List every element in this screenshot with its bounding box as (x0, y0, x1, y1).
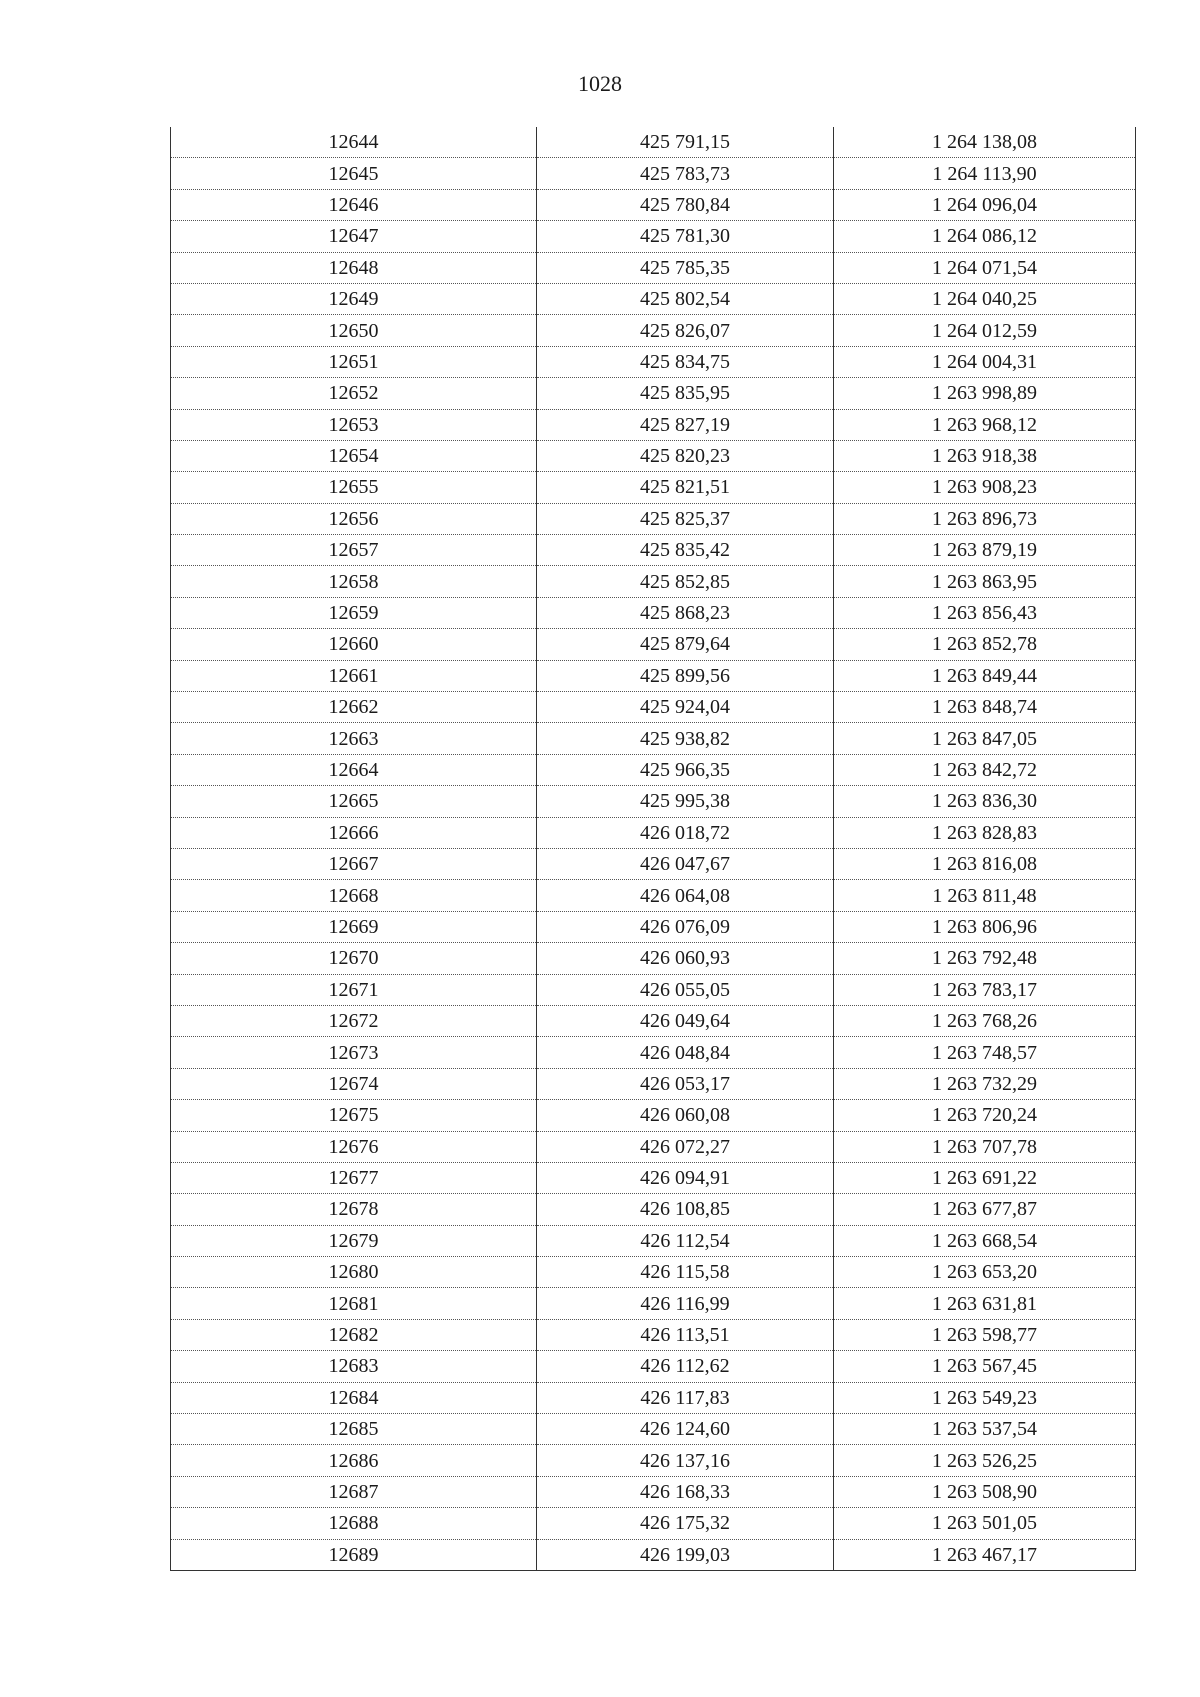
x-coordinate-cell: 426 108,85 (537, 1194, 834, 1225)
y-coordinate-cell: 1 263 467,17 (834, 1539, 1136, 1570)
x-coordinate-cell: 425 852,85 (537, 566, 834, 597)
table-row (171, 503, 1136, 534)
y-coordinate-cell: 1 264 040,25 (834, 283, 1136, 314)
point-number-cell: 12673 (171, 1037, 537, 1068)
y-coordinate-cell: 1 263 816,08 (834, 848, 1136, 879)
table-row (171, 1100, 1136, 1131)
x-coordinate-cell: 426 049,64 (537, 1005, 834, 1036)
y-coordinate-cell: 1 264 012,59 (834, 315, 1136, 346)
table-row (171, 252, 1136, 283)
y-coordinate-cell: 1 263 849,44 (834, 660, 1136, 691)
table-row (171, 629, 1136, 660)
x-coordinate-cell: 425 835,95 (537, 378, 834, 409)
y-coordinate-cell: 1 264 071,54 (834, 252, 1136, 283)
y-coordinate-cell: 1 263 863,95 (834, 566, 1136, 597)
x-coordinate-cell: 426 124,60 (537, 1414, 834, 1445)
x-coordinate-cell: 426 116,99 (537, 1288, 834, 1319)
y-coordinate-cell: 1 264 138,08 (834, 127, 1136, 158)
y-coordinate-cell: 1 263 842,72 (834, 754, 1136, 785)
point-number-cell: 12650 (171, 315, 537, 346)
point-number-cell: 12682 (171, 1319, 537, 1350)
y-coordinate-cell: 1 263 811,48 (834, 880, 1136, 911)
x-coordinate-cell: 426 199,03 (537, 1539, 834, 1570)
point-number-cell: 12676 (171, 1131, 537, 1162)
x-coordinate-cell: 425 826,07 (537, 315, 834, 346)
point-number-cell: 12688 (171, 1508, 537, 1539)
x-coordinate-cell: 426 137,16 (537, 1445, 834, 1476)
table-row (171, 848, 1136, 879)
point-number-cell: 12689 (171, 1539, 537, 1570)
coordinates-table-body (171, 127, 1136, 1570)
point-number-cell: 12647 (171, 221, 537, 252)
point-number-cell: 12671 (171, 974, 537, 1005)
x-coordinate-cell: 426 115,58 (537, 1257, 834, 1288)
table-row (171, 911, 1136, 942)
point-number-cell: 12653 (171, 409, 537, 440)
table-row (171, 1288, 1136, 1319)
y-coordinate-cell: 1 263 598,77 (834, 1319, 1136, 1350)
y-coordinate-cell: 1 263 549,23 (834, 1382, 1136, 1413)
x-coordinate-cell: 425 785,35 (537, 252, 834, 283)
table-row (171, 1194, 1136, 1225)
table-row (171, 1005, 1136, 1036)
y-coordinate-cell: 1 263 567,45 (834, 1351, 1136, 1382)
x-coordinate-cell: 425 834,75 (537, 346, 834, 377)
point-number-cell: 12685 (171, 1414, 537, 1445)
y-coordinate-cell: 1 263 908,23 (834, 472, 1136, 503)
x-coordinate-cell: 425 835,42 (537, 535, 834, 566)
y-coordinate-cell: 1 264 096,04 (834, 189, 1136, 220)
table-row (171, 1068, 1136, 1099)
y-coordinate-cell: 1 263 918,38 (834, 440, 1136, 471)
x-coordinate-cell: 425 899,56 (537, 660, 834, 691)
x-coordinate-cell: 425 821,51 (537, 472, 834, 503)
table-row (171, 1225, 1136, 1256)
point-number-cell: 12649 (171, 283, 537, 314)
x-coordinate-cell: 425 995,38 (537, 786, 834, 817)
y-coordinate-cell: 1 263 852,78 (834, 629, 1136, 660)
table-row (171, 315, 1136, 346)
y-coordinate-cell: 1 263 768,26 (834, 1005, 1136, 1036)
x-coordinate-cell: 426 113,51 (537, 1319, 834, 1350)
point-number-cell: 12661 (171, 660, 537, 691)
x-coordinate-cell: 426 018,72 (537, 817, 834, 848)
y-coordinate-cell: 1 263 677,87 (834, 1194, 1136, 1225)
y-coordinate-cell: 1 264 086,12 (834, 221, 1136, 252)
table-row (171, 189, 1136, 220)
y-coordinate-cell: 1 263 720,24 (834, 1100, 1136, 1131)
x-coordinate-cell: 426 112,62 (537, 1351, 834, 1382)
y-coordinate-cell: 1 263 856,43 (834, 597, 1136, 628)
table-row (171, 1162, 1136, 1193)
table-row (171, 1508, 1136, 1539)
y-coordinate-cell: 1 264 113,90 (834, 158, 1136, 189)
y-coordinate-cell: 1 263 537,54 (834, 1414, 1136, 1445)
y-coordinate-cell: 1 263 732,29 (834, 1068, 1136, 1099)
table-row (171, 283, 1136, 314)
x-coordinate-cell: 426 053,17 (537, 1068, 834, 1099)
point-number-cell: 12652 (171, 378, 537, 409)
x-coordinate-cell: 426 175,32 (537, 1508, 834, 1539)
x-coordinate-cell: 425 820,23 (537, 440, 834, 471)
y-coordinate-cell: 1 263 828,83 (834, 817, 1136, 848)
x-coordinate-cell: 425 938,82 (537, 723, 834, 754)
x-coordinate-cell: 426 047,67 (537, 848, 834, 879)
page-number: 1028 (578, 71, 622, 96)
table-row (171, 1476, 1136, 1507)
point-number-cell: 12674 (171, 1068, 537, 1099)
y-coordinate-cell: 1 263 848,74 (834, 692, 1136, 723)
x-coordinate-cell: 426 072,27 (537, 1131, 834, 1162)
table-row (171, 127, 1136, 158)
table-row (171, 1131, 1136, 1162)
table-row (171, 472, 1136, 503)
table-row (171, 535, 1136, 566)
point-number-cell: 12666 (171, 817, 537, 848)
table-row (171, 817, 1136, 848)
x-coordinate-cell: 425 781,30 (537, 221, 834, 252)
y-coordinate-cell: 1 263 968,12 (834, 409, 1136, 440)
table-row (171, 692, 1136, 723)
y-coordinate-cell: 1 263 668,54 (834, 1225, 1136, 1256)
y-coordinate-cell: 1 263 896,73 (834, 503, 1136, 534)
y-coordinate-cell: 1 264 004,31 (834, 346, 1136, 377)
x-coordinate-cell: 425 802,54 (537, 283, 834, 314)
y-coordinate-cell: 1 263 836,30 (834, 786, 1136, 817)
point-number-cell: 12675 (171, 1100, 537, 1131)
table-row (171, 378, 1136, 409)
table-row (171, 754, 1136, 785)
table-row (171, 723, 1136, 754)
y-coordinate-cell: 1 263 879,19 (834, 535, 1136, 566)
point-number-cell: 12683 (171, 1351, 537, 1382)
point-number-cell: 12667 (171, 848, 537, 879)
x-coordinate-cell: 426 055,05 (537, 974, 834, 1005)
point-number-cell: 12659 (171, 597, 537, 628)
point-number-cell: 12655 (171, 472, 537, 503)
y-coordinate-cell: 1 263 707,78 (834, 1131, 1136, 1162)
x-coordinate-cell: 425 791,15 (537, 127, 834, 158)
point-number-cell: 12651 (171, 346, 537, 377)
x-coordinate-cell: 425 924,04 (537, 692, 834, 723)
y-coordinate-cell: 1 263 748,57 (834, 1037, 1136, 1068)
point-number-cell: 12665 (171, 786, 537, 817)
x-coordinate-cell: 426 094,91 (537, 1162, 834, 1193)
table-row (171, 974, 1136, 1005)
y-coordinate-cell: 1 263 631,81 (834, 1288, 1136, 1319)
point-number-cell: 12662 (171, 692, 537, 723)
point-number-cell: 12646 (171, 189, 537, 220)
table-row (171, 566, 1136, 597)
point-number-cell: 12663 (171, 723, 537, 754)
point-number-cell: 12670 (171, 943, 537, 974)
point-number-cell: 12654 (171, 440, 537, 471)
table-row (171, 409, 1136, 440)
y-coordinate-cell: 1 263 501,05 (834, 1508, 1136, 1539)
y-coordinate-cell: 1 263 653,20 (834, 1257, 1136, 1288)
y-coordinate-cell: 1 263 998,89 (834, 378, 1136, 409)
table-row (171, 1445, 1136, 1476)
point-number-cell: 12664 (171, 754, 537, 785)
table-row (171, 1382, 1136, 1413)
table-row (171, 1539, 1136, 1570)
table-row (171, 880, 1136, 911)
point-number-cell: 12679 (171, 1225, 537, 1256)
x-coordinate-cell: 425 780,84 (537, 189, 834, 220)
point-number-cell: 12645 (171, 158, 537, 189)
y-coordinate-cell: 1 263 691,22 (834, 1162, 1136, 1193)
table-row (171, 786, 1136, 817)
x-coordinate-cell: 426 060,93 (537, 943, 834, 974)
point-number-cell: 12669 (171, 911, 537, 942)
x-coordinate-cell: 425 879,64 (537, 629, 834, 660)
y-coordinate-cell: 1 263 806,96 (834, 911, 1136, 942)
point-number-cell: 12644 (171, 127, 537, 158)
x-coordinate-cell: 426 076,09 (537, 911, 834, 942)
coordinates-table (170, 127, 1136, 1571)
x-coordinate-cell: 426 048,84 (537, 1037, 834, 1068)
point-number-cell: 12656 (171, 503, 537, 534)
x-coordinate-cell: 426 064,08 (537, 880, 834, 911)
point-number-cell: 12686 (171, 1445, 537, 1476)
table-row (171, 1257, 1136, 1288)
point-number-cell: 12648 (171, 252, 537, 283)
x-coordinate-cell: 426 112,54 (537, 1225, 834, 1256)
point-number-cell: 12680 (171, 1257, 537, 1288)
x-coordinate-cell: 425 868,23 (537, 597, 834, 628)
table-row (171, 943, 1136, 974)
point-number-cell: 12681 (171, 1288, 537, 1319)
table-row (171, 346, 1136, 377)
x-coordinate-cell: 426 060,08 (537, 1100, 834, 1131)
point-number-cell: 12657 (171, 535, 537, 566)
point-number-cell: 12678 (171, 1194, 537, 1225)
x-coordinate-cell: 426 117,83 (537, 1382, 834, 1413)
x-coordinate-cell: 425 783,73 (537, 158, 834, 189)
table-row (171, 158, 1136, 189)
point-number-cell: 12658 (171, 566, 537, 597)
y-coordinate-cell: 1 263 783,17 (834, 974, 1136, 1005)
point-number-cell: 12687 (171, 1476, 537, 1507)
table-row (171, 660, 1136, 691)
table-row (171, 1351, 1136, 1382)
table-row (171, 597, 1136, 628)
y-coordinate-cell: 1 263 508,90 (834, 1476, 1136, 1507)
point-number-cell: 12672 (171, 1005, 537, 1036)
y-coordinate-cell: 1 263 792,48 (834, 943, 1136, 974)
point-number-cell: 12677 (171, 1162, 537, 1193)
x-coordinate-cell: 425 966,35 (537, 754, 834, 785)
point-number-cell: 12668 (171, 880, 537, 911)
x-coordinate-cell: 425 825,37 (537, 503, 834, 534)
point-number-cell: 12684 (171, 1382, 537, 1413)
point-number-cell: 12660 (171, 629, 537, 660)
table-row (171, 1037, 1136, 1068)
table-row (171, 221, 1136, 252)
table-row (171, 1319, 1136, 1350)
table-row (171, 440, 1136, 471)
x-coordinate-cell: 426 168,33 (537, 1476, 834, 1507)
y-coordinate-cell: 1 263 847,05 (834, 723, 1136, 754)
y-coordinate-cell: 1 263 526,25 (834, 1445, 1136, 1476)
table-row (171, 1414, 1136, 1445)
x-coordinate-cell: 425 827,19 (537, 409, 834, 440)
